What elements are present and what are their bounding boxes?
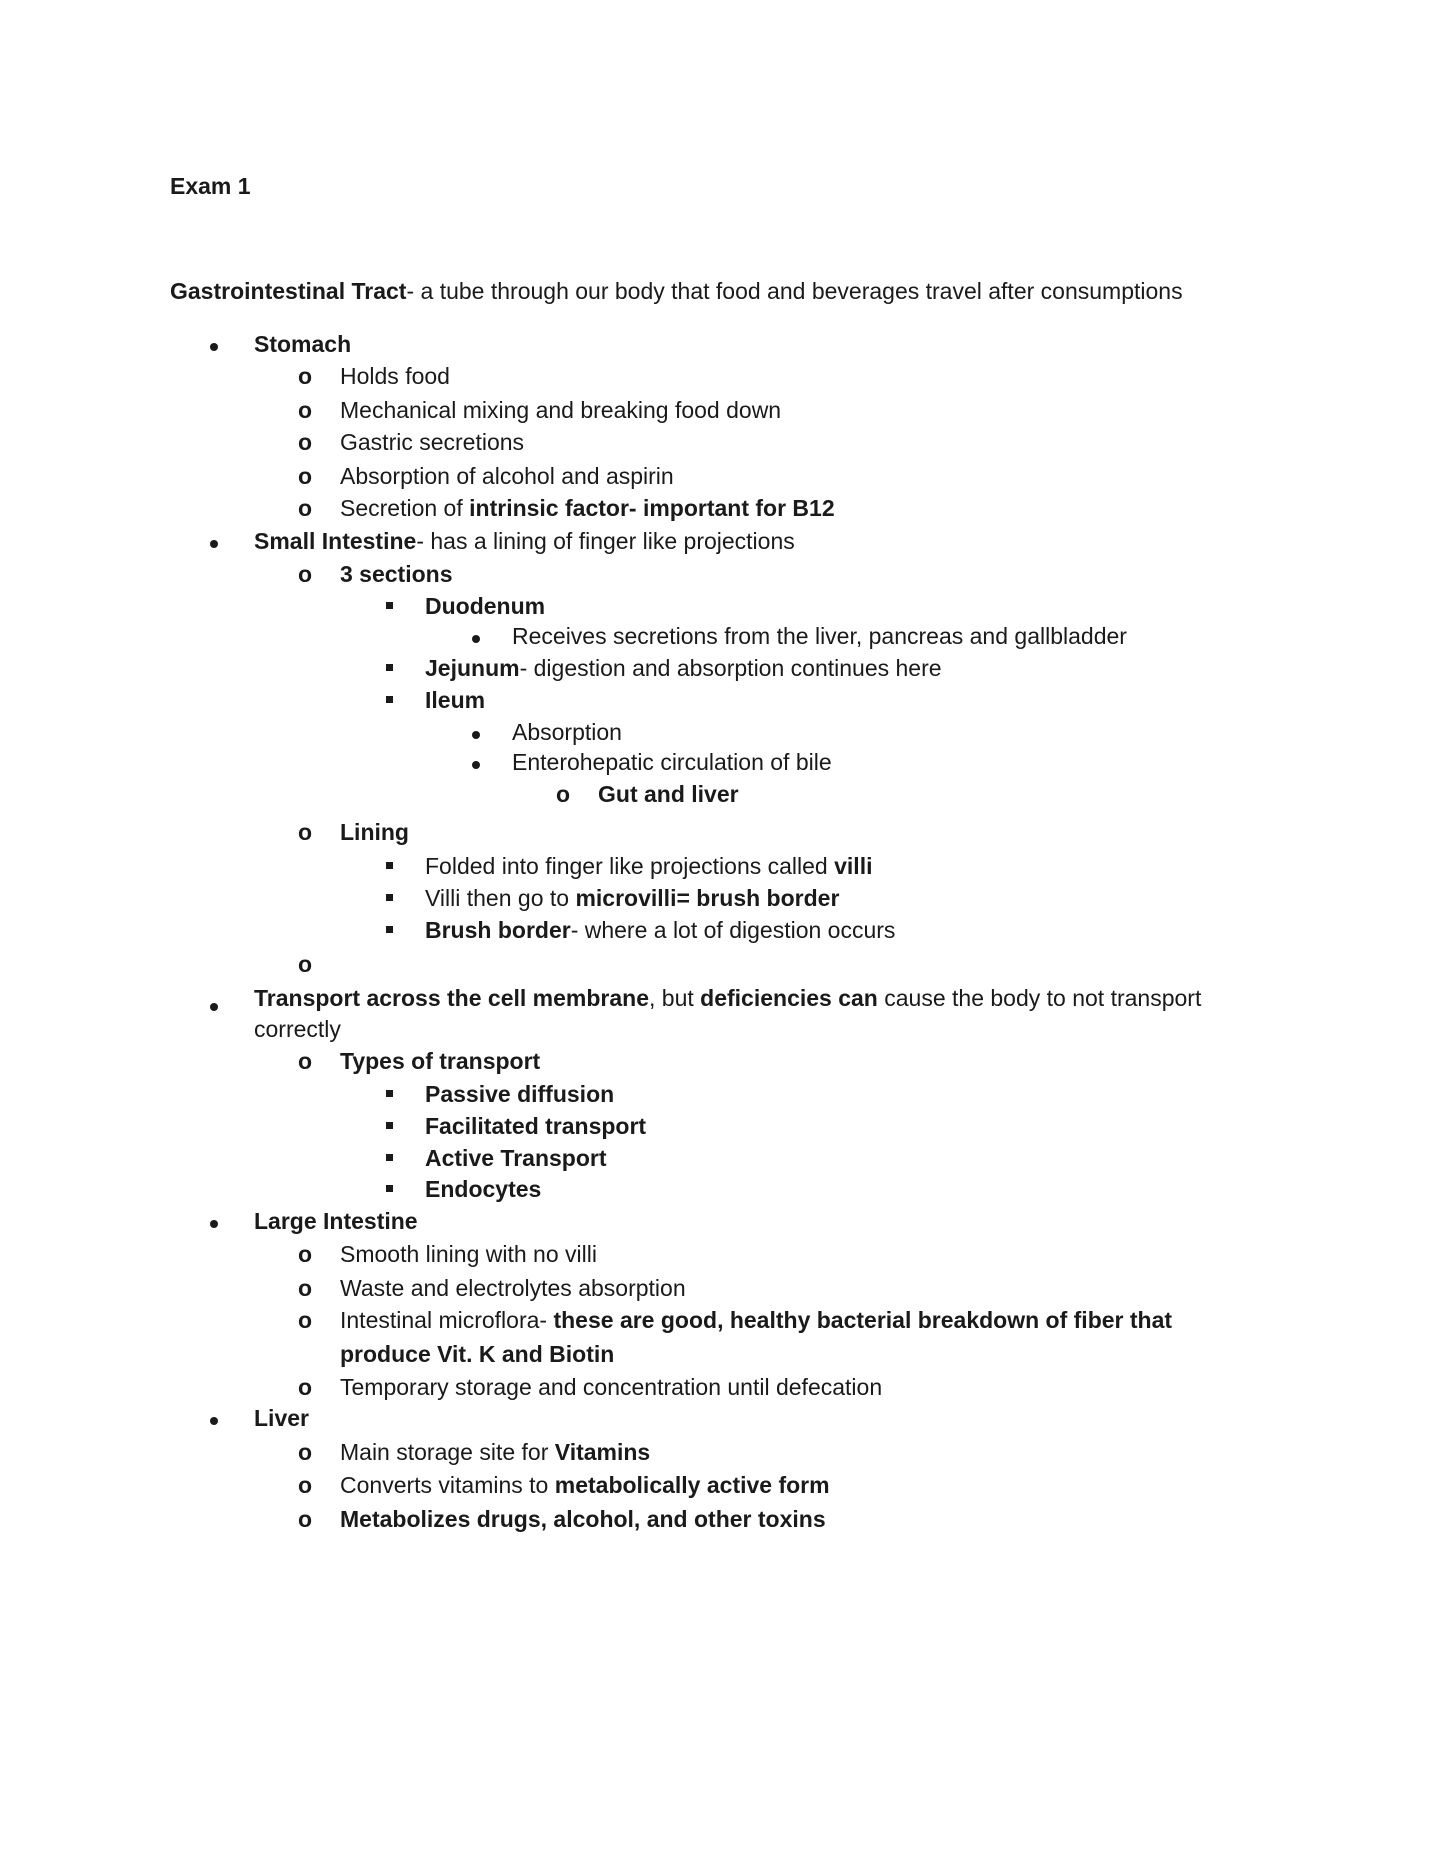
large-item-4: Temporary storage and concentration until defecation	[340, 1374, 883, 1400]
bullet-o: o	[298, 1275, 313, 1301]
ileum-item-2: Enterohepatic circulation of bile	[512, 749, 832, 775]
bullet-o: o	[298, 1307, 313, 1333]
lining-item-2-text: Villi then go to	[425, 885, 576, 911]
lining-item-3	[425, 916, 895, 944]
transport-text-2: cause the body to not transport correctly	[254, 985, 1202, 1042]
bullet-o: o	[556, 781, 571, 807]
bullet-o: o	[298, 1048, 313, 1074]
bullet-o: o	[298, 363, 313, 389]
villi-text: villi	[834, 853, 873, 879]
stomach-label: Stomach	[254, 331, 352, 357]
bullet-o: o	[298, 1472, 313, 1498]
jejunum-definition: - digestion and absorption continues here	[519, 655, 942, 681]
lining-item-3-text: - where a lot of digestion occurs	[570, 917, 896, 943]
lining-item-2	[425, 884, 839, 912]
transport-type-1: Passive diffusion	[425, 1081, 615, 1107]
types-of-transport-label: Types of transport	[340, 1048, 541, 1074]
transport-type-2: Facilitated transport	[425, 1113, 647, 1139]
bullet-o: o	[298, 495, 313, 521]
stomach-item-4: Absorption of alcohol and aspirin	[340, 463, 674, 489]
lining-item-1-text: Folded into finger like projections called	[425, 853, 835, 879]
liver-item-2	[340, 1471, 830, 1499]
transport-paragraph	[254, 983, 1234, 1045]
stomach-item-3: Gastric secretions	[340, 429, 525, 455]
bullet-o: o	[298, 819, 313, 845]
gi-definition: - a tube through our body that food and beverages travel after consumptions	[406, 278, 1183, 304]
bullet-o: o	[298, 1374, 313, 1400]
small-intestine-heading	[254, 527, 795, 555]
bullet-o: o	[298, 1506, 313, 1532]
stomach-item-1: Holds food	[340, 363, 450, 389]
duodenum-label: Duodenum	[425, 593, 546, 619]
jejunum-label: Jejunum	[425, 655, 520, 681]
active-form-text: metabolically active form	[554, 1472, 830, 1498]
stomach-item-2: Mechanical mixing and breaking food down	[340, 397, 782, 423]
empty-bullet-o: o	[298, 951, 313, 977]
gi-term: Gastrointestinal Tract	[170, 278, 407, 304]
document-title: Exam 1	[170, 173, 251, 199]
transport-bold-1: Transport across the cell membrane	[254, 985, 649, 1011]
bullet-o: o	[298, 1241, 313, 1267]
bullet-o: o	[298, 561, 313, 587]
stomach-item-5	[340, 494, 835, 522]
liver-item-2-text: Converts vitamins to	[340, 1472, 555, 1498]
microflora-bold: these are good, healthy bacterial breakdown of fiber that produce Vit. K and Biotin	[340, 1307, 1173, 1367]
lining-item-1	[425, 852, 872, 880]
bullet-o: o	[298, 429, 313, 455]
small-intestine-definition: - has a lining of finger like projections	[416, 528, 795, 554]
bullet-o: o	[298, 1439, 313, 1465]
gi-tract-heading	[170, 278, 1183, 305]
brush-border-text: Brush border	[425, 917, 571, 943]
stomach-item-5-text: Secretion of	[340, 495, 470, 521]
microflora-paragraph	[340, 1303, 1220, 1371]
gut-and-liver-label: Gut and liver	[598, 781, 739, 807]
transport-type-3: Active Transport	[425, 1145, 607, 1171]
small-intestine-label: Small Intestine	[254, 528, 417, 554]
transport-text-1: , but	[649, 985, 701, 1011]
liver-item-1-text: Main storage site for	[340, 1439, 555, 1465]
ileum-item-1: Absorption	[512, 719, 622, 745]
large-item-1: Smooth lining with no villi	[340, 1241, 597, 1267]
vitamins-text: Vitamins	[554, 1439, 651, 1465]
transport-type-4: Endocytes	[425, 1176, 542, 1202]
transport-bold-2: deficiencies can	[700, 985, 878, 1011]
duodenum-note: Receives secretions from the liver, pancreas and gallbladder	[512, 623, 1127, 649]
jejunum-line	[425, 654, 942, 682]
liver-item-1	[340, 1438, 650, 1466]
ileum-label: Ileum	[425, 687, 486, 713]
lining-label: Lining	[340, 819, 409, 845]
liver-label: Liver	[254, 1405, 309, 1431]
bullet-o: o	[298, 463, 313, 489]
intrinsic-factor-text: intrinsic factor- important for B12	[469, 495, 835, 521]
microflora-text: Intestinal microflora-	[340, 1307, 554, 1333]
liver-item-3: Metabolizes drugs, alcohol, and other toxins	[340, 1506, 826, 1532]
large-item-2: Waste and electrolytes absorption	[340, 1275, 686, 1301]
microvilli-text: microvilli= brush border	[575, 885, 840, 911]
three-sections-label: 3 sections	[340, 561, 453, 587]
large-intestine-label: Large Intestine	[254, 1208, 418, 1234]
bullet-o: o	[298, 397, 313, 423]
